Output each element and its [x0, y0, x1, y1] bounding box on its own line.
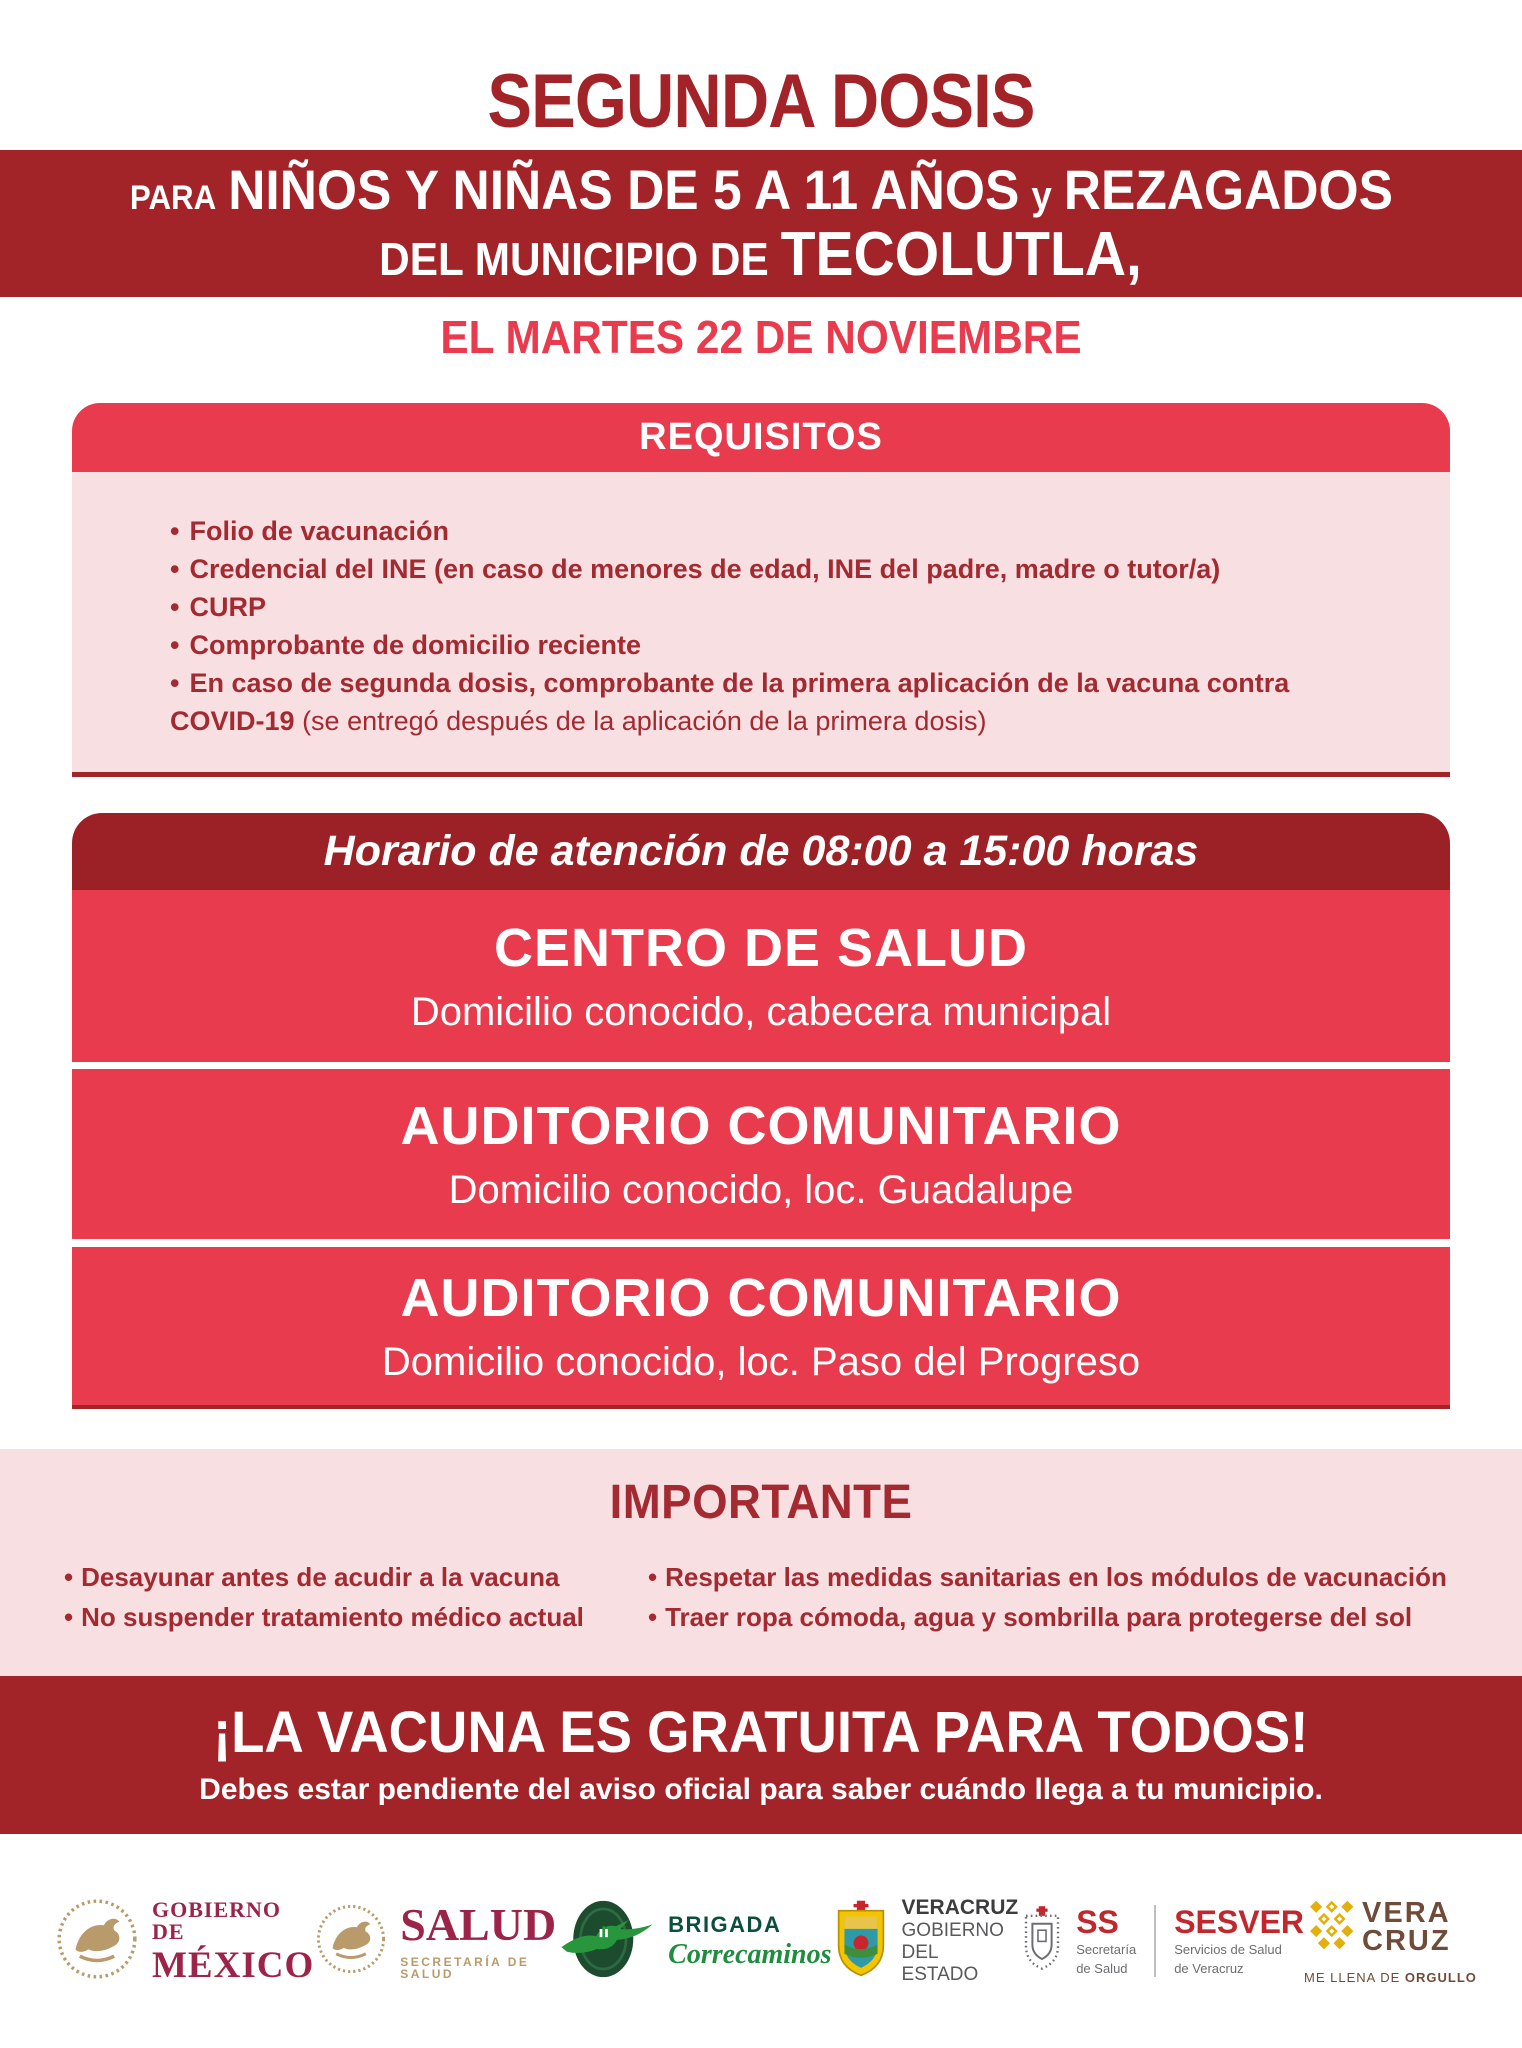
location-box: [72, 890, 1450, 1062]
bullet-glyph: •: [648, 1562, 658, 1592]
salud-name: SALUD: [400, 1899, 557, 1950]
importante-right-column: [648, 1557, 1482, 1637]
bullet-glyph: •: [64, 1562, 74, 1592]
bullet-glyph: •: [170, 592, 180, 622]
importante-item: [648, 1597, 1482, 1637]
brigada-line1: BRIGADA: [668, 1911, 782, 1937]
bullet-glyph: •: [170, 630, 180, 660]
banner-line2-main: TECOLUTLA,: [781, 219, 1143, 289]
ss-sub2: de Salud: [1076, 1961, 1128, 1976]
veracruz-brand-line2: CRUZ: [1362, 1924, 1451, 1957]
gobierno-line1: GOBIERNO DE: [152, 1896, 282, 1944]
requisito-covid-line: [170, 702, 1390, 740]
logos-bar: [0, 1834, 1522, 2048]
importante-text: Respetar las medidas sanitarias en los módulos de vacunación: [665, 1562, 1447, 1592]
requisito-text: Comprobante de domicilio reciente: [189, 630, 642, 660]
requisito-text: En caso de segunda dosis, comprobante de la primera aplicación de la vacuna contra: [189, 668, 1290, 698]
bullet-glyph: •: [64, 1602, 74, 1632]
ss-shield-icon: [1018, 1906, 1066, 1977]
requisito-item: [170, 588, 1390, 626]
sesver-sub2: de Veracruz: [1174, 1961, 1244, 1976]
ss-wordmark: [1076, 1903, 1137, 1977]
tagline-bold: ORGULLO: [1404, 1970, 1477, 1985]
requisitos-body: [72, 472, 1450, 777]
importante-item: [648, 1557, 1482, 1597]
brigada-line2: Correcaminos: [668, 1938, 832, 1970]
veracruz-estado-line1: VERACRUZ: [901, 1896, 1019, 1920]
banner-line-2: [379, 219, 1143, 289]
location-address: Domicilio conocido, loc. Paso del Progreso: [381, 1339, 1141, 1384]
eagle-seal-icon: [54, 1896, 140, 1987]
schedule-card: [72, 813, 1450, 1409]
requisito-text: Folio de vacunación: [189, 516, 449, 546]
importante-columns: [64, 1557, 1482, 1637]
salud-wordmark: [400, 1899, 557, 1981]
ss-abbr: SS: [1076, 1903, 1119, 1940]
importante-title: IMPORTANTE: [609, 1476, 913, 1529]
covid-note-text: (se entregó después de la aplicación de la primera dosis): [302, 706, 987, 736]
requisitos-card: [72, 403, 1450, 777]
footer-subline: Debes estar pendiente del aviso oficial para saber cuándo llega a tu municipio.: [199, 1773, 1323, 1807]
roadrunner-icon: [556, 1898, 656, 1985]
date-line: EL MARTES 22 DE NOVIEMBRE: [440, 311, 1082, 363]
eagle-seal-icon: [314, 1902, 388, 1981]
gobierno-line2: MÉXICO: [152, 1944, 315, 1986]
banner-line1-prefix: PARA: [129, 178, 216, 217]
veracruz-brand-tagline: [1304, 1970, 1477, 1985]
location-address: Domicilio conocido, cabecera municipal: [410, 989, 1112, 1034]
sesver-abbr: SESVER: [1174, 1903, 1305, 1940]
salud-subtitle: SECRETARÍA DE SALUD: [400, 1955, 530, 1981]
importante-text: No suspender tratamiento médico actual: [81, 1602, 584, 1632]
banner-line1-connector: y: [1030, 173, 1052, 218]
logo-veracruz-gobierno: [832, 1896, 1019, 1986]
logo-veracruz-brand: [1304, 1897, 1477, 1985]
bullet-glyph: •: [170, 516, 180, 546]
bullet-glyph: •: [170, 668, 180, 698]
requisito-item: [170, 512, 1390, 550]
location-address: Domicilio conocido, loc. Guadalupe: [448, 1167, 1074, 1212]
requisito-item: [170, 626, 1390, 664]
requisito-text: Credencial del INE (en caso de menores de edad, INE del padre, madre o tutor/a): [189, 554, 1221, 584]
importante-item: [64, 1557, 648, 1597]
importante-section: [0, 1449, 1522, 1676]
logo-salud: [314, 1899, 557, 1981]
importante-item: [64, 1597, 648, 1637]
logo-divider: [1154, 1905, 1156, 1977]
requisito-item: [170, 664, 1390, 702]
veracruz-estado-line2: GOBIERNO: [901, 1920, 1004, 1942]
importante-left-column: [64, 1557, 648, 1637]
gobierno-mexico-wordmark: [152, 1896, 315, 1986]
banner-line2-prefix: DEL MUNICIPIO DE: [379, 232, 770, 285]
ss-sub1: Secretaría: [1076, 1941, 1137, 1957]
location-box: [72, 1069, 1450, 1239]
requisitos-header: REQUISITOS: [72, 403, 1450, 472]
veracruz-brand-wordmark: [1362, 1896, 1451, 1957]
footer-headline: ¡LA VACUNA ES GRATUITA PARA TODOS!: [213, 1699, 1309, 1765]
logo-brigada-correcaminos: [556, 1898, 831, 1985]
diamond-pattern-icon: [1304, 1897, 1356, 1958]
location-name: AUDITORIO COMUNITARIO: [400, 1096, 1122, 1157]
requisito-text: CURP: [189, 592, 266, 622]
schedule-header: Horario de atención de 08:00 a 15:00 horas: [72, 813, 1450, 890]
logo-gobierno-mexico: [54, 1896, 314, 1987]
location-name: AUDITORIO COMUNITARIO: [400, 1268, 1122, 1329]
requisito-item: [170, 550, 1390, 588]
tagline-prefix: ME LLENA DE: [1304, 1970, 1405, 1985]
banner-line1-main: NIÑOS Y NIÑAS DE 5 A 11 AÑOS: [227, 157, 1019, 221]
covid-bold-text: COVID-19: [170, 706, 295, 736]
importante-text: Traer ropa cómoda, agua y sombrilla para protegerse del sol: [665, 1602, 1413, 1632]
banner-line-1: [129, 157, 1393, 221]
audience-banner: [0, 150, 1522, 297]
sesver-sub1: Servicios de Salud: [1174, 1941, 1282, 1957]
bullet-glyph: •: [170, 554, 180, 584]
bullet-glyph: •: [648, 1602, 658, 1632]
requisitos-list: [170, 512, 1390, 740]
banner-line1-suffix: REZAGADOS: [1063, 157, 1393, 221]
footer-banner: [0, 1676, 1522, 1834]
location-box: [72, 1247, 1450, 1409]
sesver-wordmark: [1174, 1903, 1305, 1977]
veracruz-crest-icon: [832, 1899, 890, 1982]
veracruz-brand-line1: VERA: [1362, 1896, 1451, 1929]
brigada-wordmark: [668, 1911, 832, 1970]
logo-ss-sesver: [1018, 1905, 1304, 1977]
page-title: SEGUNDA DOSIS: [487, 59, 1035, 144]
veracruz-gobierno-wordmark: [902, 1896, 1019, 1986]
importante-text: Desayunar antes de acudir a la vacuna: [81, 1562, 560, 1592]
veracruz-estado-line3: DEL ESTADO: [901, 1942, 979, 1985]
location-name: CENTRO DE SALUD: [493, 918, 1028, 979]
